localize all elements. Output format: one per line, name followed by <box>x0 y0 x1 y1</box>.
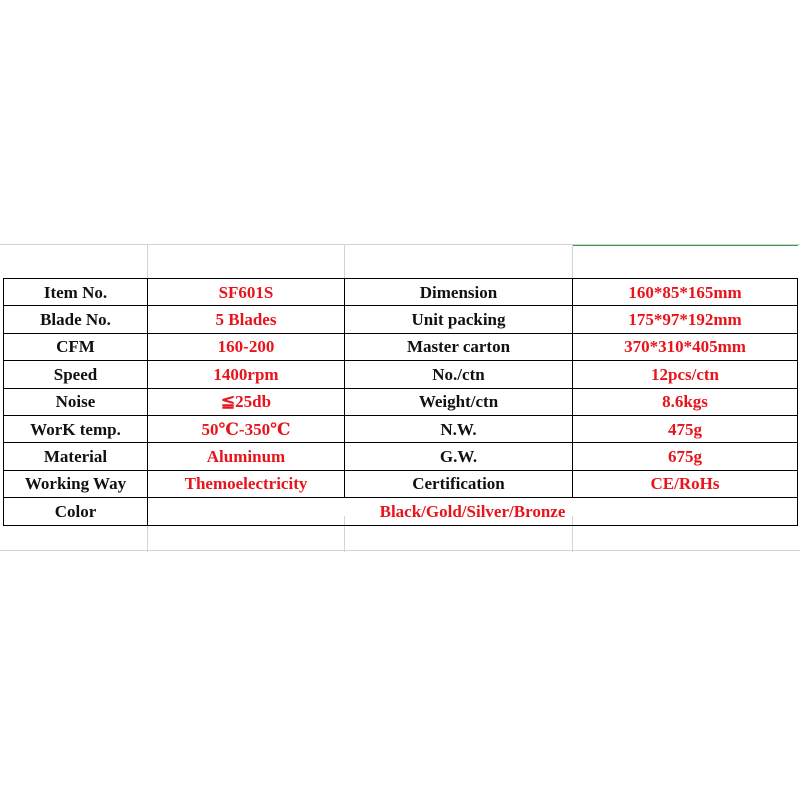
table-row <box>4 443 798 470</box>
spec-label[interactable]: N.W. <box>345 415 573 442</box>
spec-label[interactable]: Weight/ctn <box>345 388 573 415</box>
spec-label[interactable]: Dimension <box>345 279 573 306</box>
table-row <box>4 279 798 306</box>
spec-value[interactable]: 370*310*405mm <box>573 333 798 360</box>
spec-value[interactable]: 5 Blades <box>148 306 345 333</box>
spec-label[interactable]: Master carton <box>345 333 573 360</box>
spec-label[interactable]: Noise <box>4 388 148 415</box>
spec-label[interactable]: CFM <box>4 333 148 360</box>
spec-value[interactable]: SF601S <box>148 279 345 306</box>
gridline <box>147 244 148 278</box>
spec-label[interactable]: Blade No. <box>4 306 148 333</box>
spec-value[interactable]: Themoelectricity <box>148 470 345 497</box>
spec-value[interactable]: 675g <box>573 443 798 470</box>
spec-label[interactable]: No./ctn <box>345 361 573 388</box>
spec-label[interactable]: Item No. <box>4 279 148 306</box>
table-row <box>4 333 798 360</box>
gridline <box>344 244 345 278</box>
spec-table-body <box>4 279 798 526</box>
spec-value[interactable]: 475g <box>573 415 798 442</box>
spec-value[interactable]: 160-200 <box>148 333 345 360</box>
table-row <box>4 388 798 415</box>
spec-label[interactable]: Material <box>4 443 148 470</box>
spec-value[interactable]: 50℃-350℃ <box>148 415 345 442</box>
spec-label[interactable]: Unit packing <box>345 306 573 333</box>
gridline <box>572 244 573 278</box>
spec-value[interactable]: Aluminum <box>148 443 345 470</box>
table-row <box>4 470 798 497</box>
gridline <box>0 244 800 245</box>
table-row <box>4 361 798 388</box>
spec-value[interactable]: 12pcs/ctn <box>573 361 798 388</box>
color-label[interactable]: Color <box>4 498 148 525</box>
spec-label[interactable]: WorK temp. <box>4 415 148 442</box>
spec-value[interactable]: 175*97*192mm <box>573 306 798 333</box>
spec-value[interactable]: 160*85*165mm <box>573 279 798 306</box>
spec-label[interactable]: Certification <box>345 470 573 497</box>
spec-label[interactable]: Working Way <box>4 470 148 497</box>
spec-table <box>3 278 798 526</box>
spec-label[interactable]: G.W. <box>345 443 573 470</box>
gridline <box>0 550 800 551</box>
spec-value[interactable]: 8.6kgs <box>573 388 798 415</box>
table-row-color <box>4 498 798 525</box>
spec-label[interactable]: Speed <box>4 361 148 388</box>
table-row <box>4 415 798 442</box>
table-row <box>4 306 798 333</box>
spec-value[interactable]: ≦25db <box>148 388 345 415</box>
color-value[interactable]: Black/Gold/Silver/Bronze <box>148 498 798 525</box>
spec-value[interactable]: CE/RoHs <box>573 470 798 497</box>
spreadsheet-area <box>0 244 800 552</box>
spec-value[interactable]: 1400rpm <box>148 361 345 388</box>
